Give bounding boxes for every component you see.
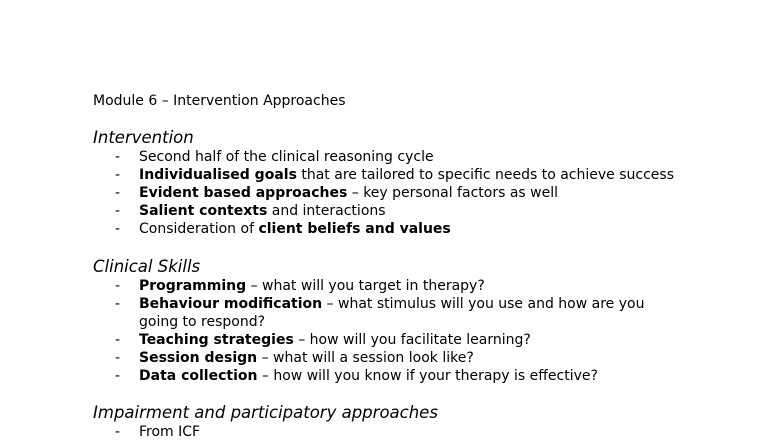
item-text: – how will you facilitate learning? [293,332,531,348]
item-prefix-text: Consideration of [139,221,259,237]
item-text: – how will you know if your therapy is effective? [257,368,598,384]
item-text: – what will you target in therapy? [246,278,485,294]
bullet-dash: - [115,278,121,294]
list-item [93,349,753,367]
item-bold-term: Salient contexts [139,203,268,219]
list-item [93,184,753,202]
list-item [93,295,753,331]
bullet-dash: - [115,296,121,312]
bullet-dash: - [115,185,121,201]
item-bold-term: Teaching strategies [139,332,294,348]
list-item [93,367,753,385]
list-item [93,423,753,441]
item-bold-term: Data collection [139,368,258,384]
item-text: Second half of the clinical reasoning cycle [139,149,434,165]
section-clinical-skills [93,257,753,385]
bullet-dash: - [115,221,121,237]
bullet-list [93,277,753,385]
item-text: and interactions [267,203,386,219]
item-bold-term: Evident based approaches [139,185,348,201]
section-heading: Impairment and participatory approaches [93,403,438,422]
item-bold-term: client beliefs and values [258,221,451,237]
section-impairment-participatory [93,403,753,441]
item-bold-term: Session design [139,350,258,366]
bullet-dash: - [115,368,121,384]
item-text: – key personal factors as well [347,185,558,201]
bullet-dash: - [115,167,121,183]
module-title: Module 6 – Intervention Approaches [93,93,346,109]
list-item [93,277,753,295]
section-intervention [93,128,753,238]
bullet-dash: - [115,149,121,165]
bullet-list [93,148,753,238]
item-text: – what will a session look like? [257,350,474,366]
bullet-dash: - [115,350,121,366]
item-bold-term: Behaviour modification [139,296,323,312]
list-item [93,148,753,166]
item-bold-term: Individualised goals [139,167,297,183]
list-item [93,202,753,220]
bullet-dash: - [115,332,121,348]
list-item [93,166,753,184]
section-heading: Intervention [93,128,194,147]
list-item [93,331,753,349]
item-bold-term: Programming [139,278,247,294]
section-heading: Clinical Skills [93,257,201,276]
item-text: – what stimulus will you use and how are you going to respond? [139,296,645,330]
bullet-list [93,423,753,441]
item-text: that are tailored to specific needs to achieve success [296,167,674,183]
bullet-dash: - [115,424,121,440]
list-item [93,220,753,238]
bullet-dash: - [115,203,121,219]
item-text: From ICF [139,424,201,440]
